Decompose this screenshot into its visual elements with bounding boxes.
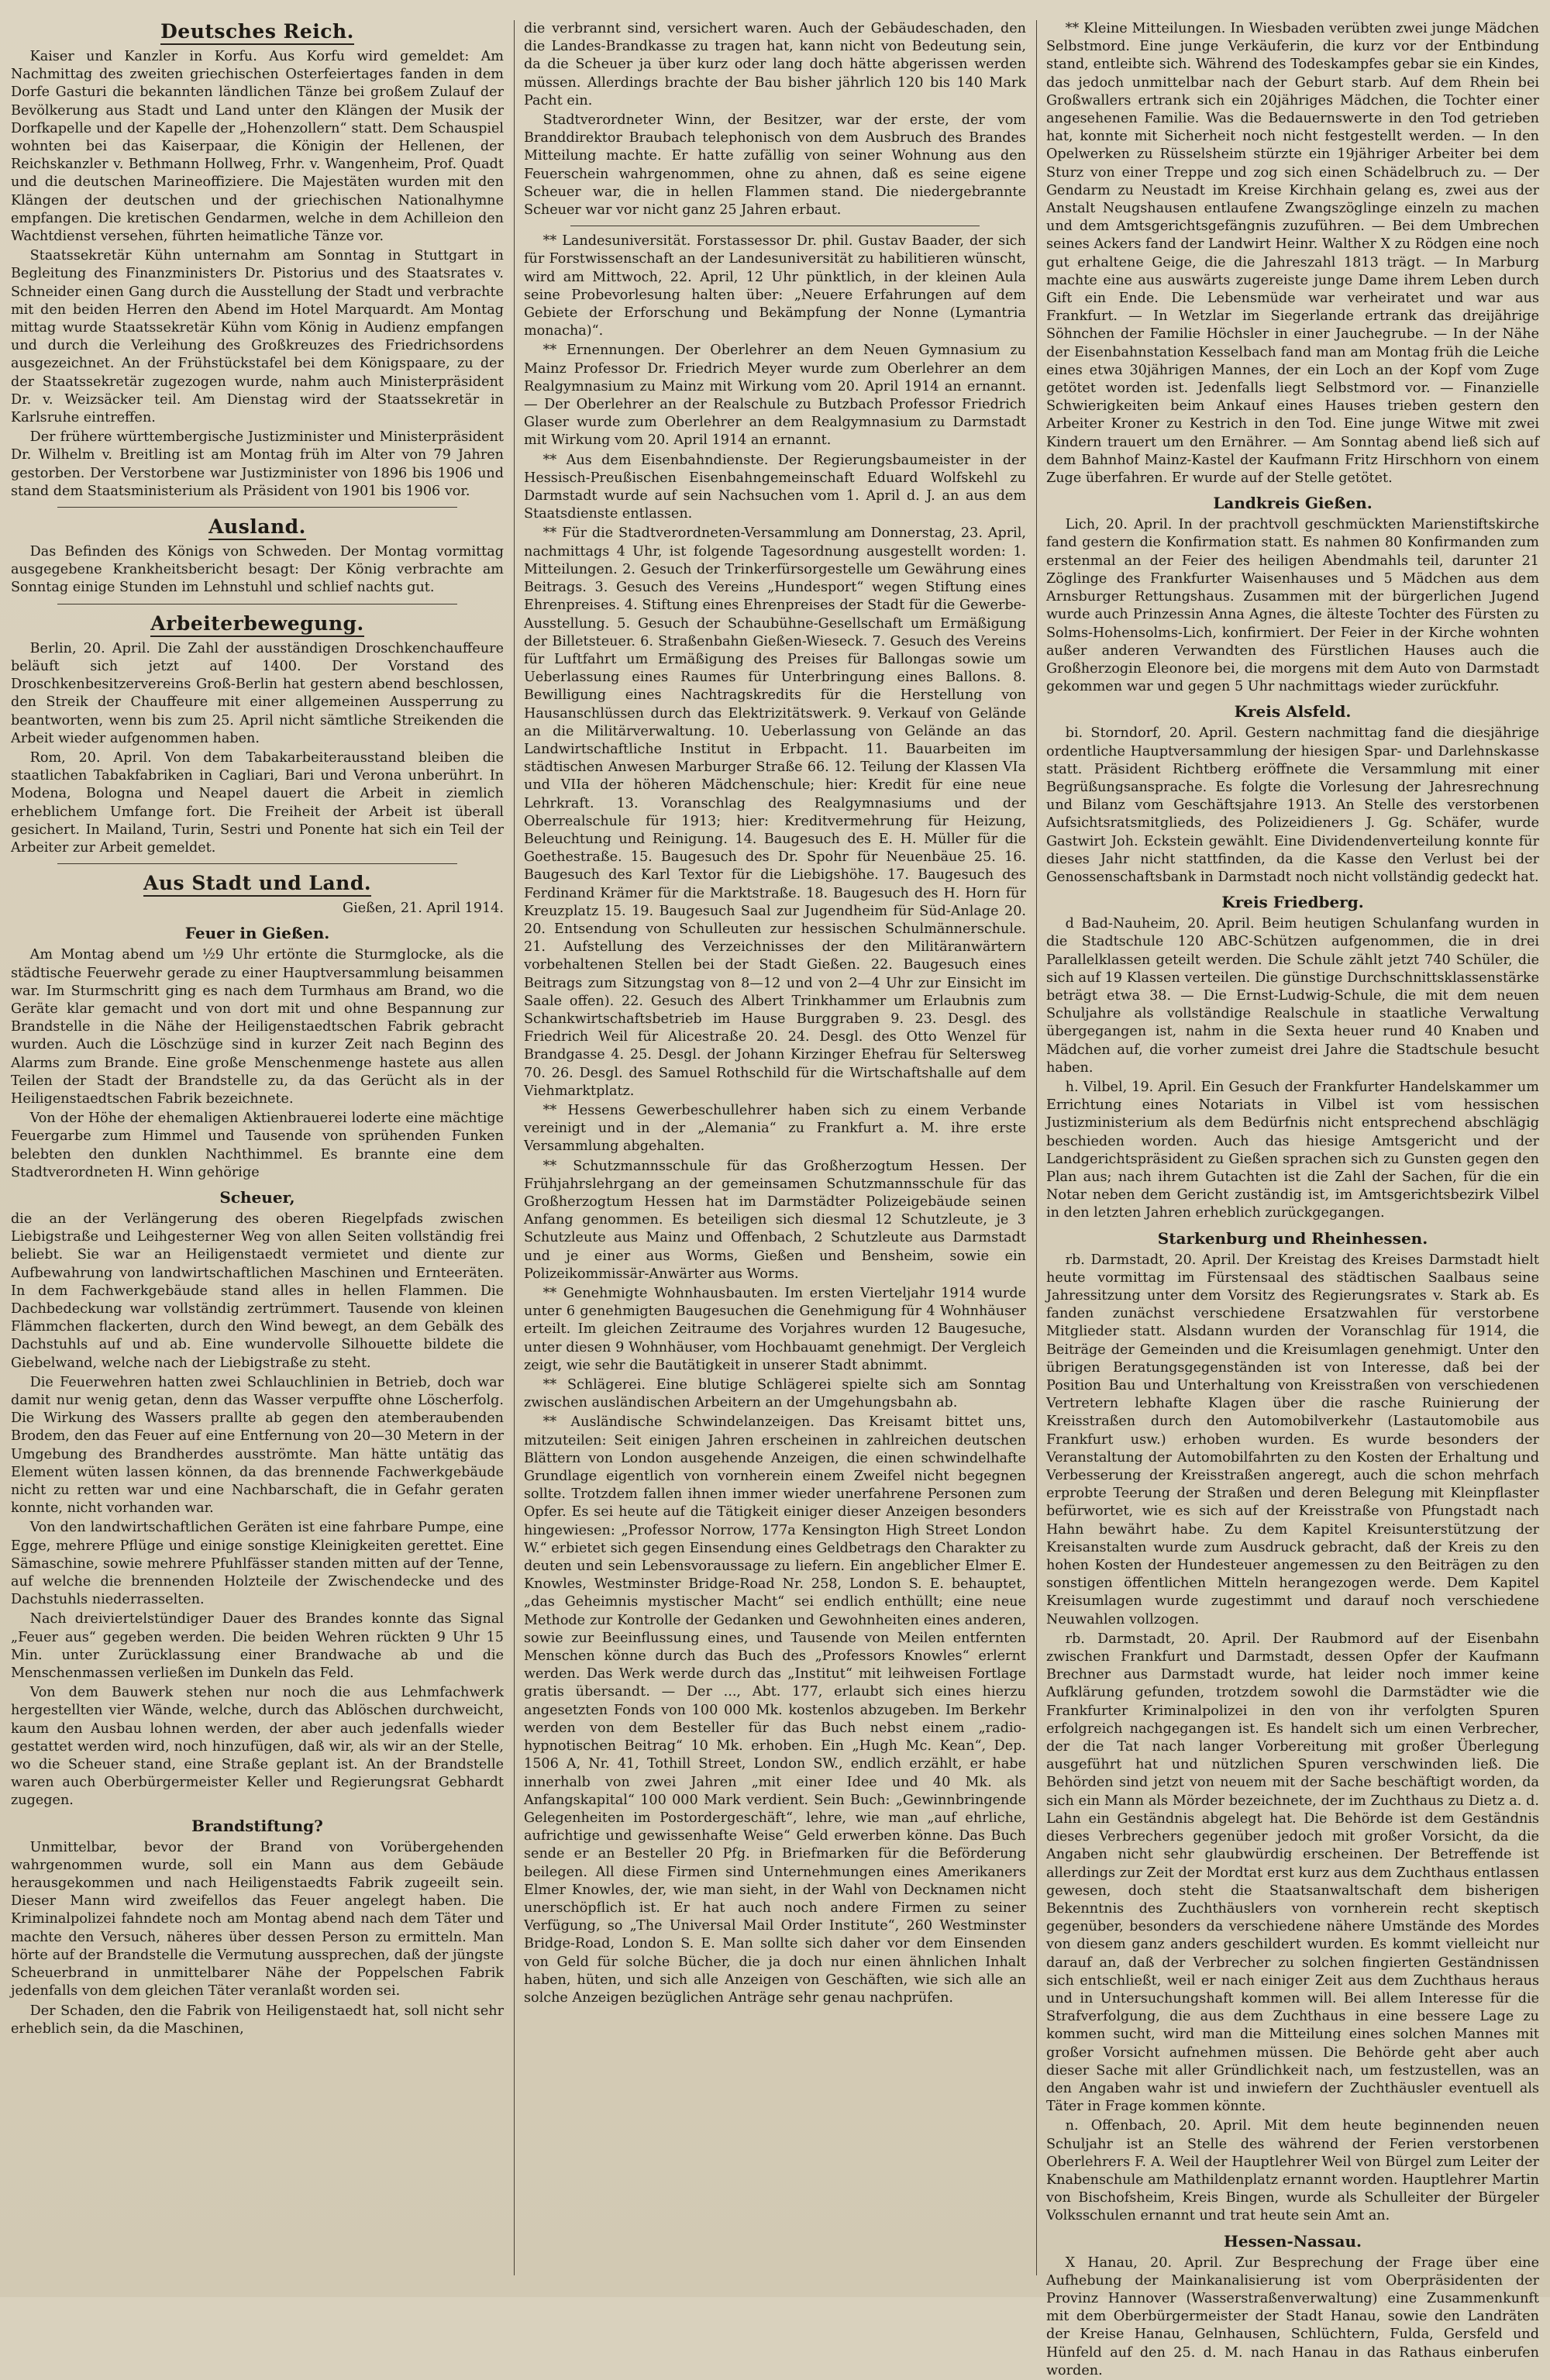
article-paragraph: Von den landwirtschaftlichen Geräten ist eine fahrbare Pumpe, eine Egge, mehrere Pflüge und einige sonstige Kleinigkeiten gerettet. Eine Sämaschine, sowie mehrere Pfuhlfässer standen mitten auf der Tenne, auf welche die brennenden Holzteile der Zwischendecke und des Dachstuhls niederrasselten. <box>11 1520 504 1608</box>
news-item: h. Vilbel, 19. April. Ein Gesuch der Frankfurter Handelskammer um Errichtung eines Notariats in Vilbel ist vom hessischen Justizministerium als dem Bedürfnis nicht entsprechend abschlägig beschieden worden. Auch das hiesige Amtsgericht und der Landgerichtspräsident zu Gießen sprachen sich zu Gunsten gegen den Plan aus; nach ihrem Gutachten ist die Zahl der Sachen, für die ein Notar neben dem Gericht zuständig ist, im Amtsgerichtsbezirk Vilbel in den letzten Jahren erheblich zurückgegangen. <box>1046 1079 1539 1221</box>
section-heading-ausland: Ausland. <box>11 515 504 539</box>
section-heading-hessen-nassau: Hessen-Nassau. <box>1224 2231 1362 2251</box>
article-heading-feuer: Feuer in Gießen. <box>184 924 330 943</box>
news-item: ** Schlägerei. Eine blutige Schlägerei spielte sich am Sonntag zwischen ausländischen Arbeitern an der Umgehungsbahn ab. <box>524 1377 1026 1411</box>
section-heading-kreis-friedberg: Kreis Friedberg. <box>1221 893 1364 912</box>
section-divider <box>57 863 457 864</box>
section-heading-landkreis-giessen: Landkreis Gießen. <box>1213 494 1373 513</box>
column-rule <box>514 20 515 2275</box>
article-paragraph: Stadtverordneter Winn, der Besitzer, war der erste, der vom Branddirektor Braubach telephonisch von dem Ausbruch des Brandes Mitteilung machte. Er hatte zufällig von seiner Wohnung aus den Feuerschein wahrgenommen, ohne zu ahnen, daß es seine eigene Scheuer war, die in hellen Flammen stand. Die niedergebrannte Scheuer war vor nicht ganz 25 Jahren erbaut. <box>524 112 1026 219</box>
dateline: Gießen, 21. April 1914. <box>343 901 504 917</box>
news-item: ** Ausländische Schwindelanzeigen. Das Kreisamt bittet uns, mitzuteilen: Seit einigen Jahren erscheinen in zahlreichen deutschen Blättern von London ausgehende Anzeigen, die einen schwindelhafte Grundlage eigentlich von vornherein einem Zweifel nicht begegnen sollte. Trotzdem fallen ihnen immer wieder unerfahrene Personen zum Opfer. Es sei heute auf die Tätigkeit einiger dieser Anzeigen besonders hingewiesen: „Professor Norrow, 177a Kensington High Street London W.“ erbietet sich gegen Einsendung eines Geldbetrags den Charakter zu deuten und sein Lebensvoraussage zu liefern. Ein angeblicher Elmer E. Knowles, Westminster Bridge-Road Nr. 258, London S. E. behauptet, „das Geheimnis mystischer Macht“ sei endlich enthüllt; eine neue Methode zur Kontrolle der Gedanken und Gewohnheiten eines anderen, sowie zur Beeinflussung eines, und Tausende von Meilen entfernten Menschen könne durch das Buch des „Professors Knowles“ erlernt werden. Das Werk werde durch das „Institut“ mit leihweisen Fortlage gratis übersandt. — Der ..., Abt. 177, erlaubt sich eines hierzu angesetzten Fonds von 100 000 Mk. kostenlos abzugeben. Im Berkehr werden von dem Besteller für das Buch nebst einem „radio-hypnotischen Beitrag“ 10 Mk. erhoben. Ein „Hugh Mc. Kean“, Dep. 1506 A, Nr. 41, Tothill Street, London SW., endlich erzählt, er habe innerhalb von zwei Jahren „mit einer Idee und 40 Mk. als Anfangskapital“ 100 000 Mark verdient. Sein Buch: „Gewinnbringende Gelegenheiten im Postordergeschäft“, lehre, wie man „auf ehrliche, aufrichtige und gewissenhafte Weise“ Geld erwerben könne. Das Buch sende er an Besteller 20 Pfg. in Briefmarken für die Beförderung beilegen. All diese Firmen sind Unternehmungen eines Amerikaners Elmer Knowles, der, wie man sieht, in der Wahl von Decknamen nicht unerschöpflich ist. Er hat auch noch andere Firmen zu seiner Verfügung, so „The Universal Mail Order Institute“, 260 Westminster Bridge-Road, London S. E. Man sollte sich daher vor dem Einsenden von Geld für solche Bücher, die ja doch nur einen ähnlichen Inhalt haben, hüten, und sich alle Anzeigen von Geschäften, wie sich alle an solche Anzeigen bezüglichen Anträge sehr genau nachprüfen. <box>524 1414 1026 2006</box>
news-item: ** Kleine Mitteilungen. In Wiesbaden verübten zwei junge Mädchen Selbstmord. Eine junge Verkäuferin, die kurz vor der Entbindung stand, entleibte sich. Während des Todeskampfes gebar sie ein Kindes, das jedoch unmittelbar nach der Geburt starb. Auf dem Rhein bei Großwallers ertrank sich ein 20jähriges Mädchen, die Tochter einer angesehenen Familie. Was die Bedauernswerte in den Tod getrieben hat, konnte mit Sicherheit noch nicht festgestellt werden. — In den Opelwerken zu Rüsselsheim stürzte ein 19jähriger Arbeiter bei dem Sturz von einer Treppe und zog sich einen Schädelbruch zu. — Der Gendarm zu Neustadt im Kreise Kirchhain gelang es, zwei aus der Anstalt Neugshausen entlaufene Zwangszöglinge einzeln zu machen und dem Amtsgerichtsgefängnis zuzuführen. — Bei dem Umbrechen seines Ackers fand der Landwirt Heinr. Walther X zu Rödgen eine noch gut erhaltene Geige, die die Jahreszahl 1813 trägt. — In Marburg machte eine aus auswärts zugereiste junge Dame ihrem Leben durch Gift ein Ende. Die Lebensmüde war verheiratet und war aus Frankfurt. — In Wetzlar im Siegerlande ertrank das dreijährige Söhnchen der Familie Höchsler in einer Jauchegrube. — In der Nähe der Eisenbahnstation Kesselbach fand man am Montag früh die Leiche eines etwa 30jährigen Mannes, der ein Loch an der Kopf vom Zuge getötet worden ist. Jedenfalls liegt Selbstmord vor. — Finanzielle Schwierigkeiten beim Ankauf eines Hauses trieben gestern den Arbeiter Kroner zu Kestrich in den Tod. Eine junge Witwe mit zwei Kindern trauert um den Ernährer. — Am Sonntag abend ließ sich auf dem Bahnhof Mainz-Kastel der Kaufmann Fritz Hirschhorn von einem Zuge überfahren. Er wurde auf der Stelle getötet. <box>1046 21 1539 487</box>
news-item: ** Genehmigte Wohnhausbauten. Im ersten Vierteljahr 1914 wurde unter 6 genehmigten Baugesuchen die Genehmigung für 4 Wohnhäuser erteilt. Im gleichen Zeitraume des Vorjahres wurden 12 Baugesuche, unter diesen 9 Wohnhäuser, vom Hochbauamt genehmigt. Der Vergleich zeigt, wie sehr die Bautätigkeit in unserer Stadt abnimmt. <box>524 1286 1026 1373</box>
article-paragraph: Am Montag abend um ½9 Uhr ertönte die Sturmglocke, als die städtische Feuerwehr gerade zu einer Hauptversammlung beisammen war. Im Sturmschritt ging es nach dem Turmhaus am Brand, wo die Geräte klar gemacht und von dort mit und ohne Bespannung zur Brandstelle in die Nähe der Heiligenstaedtschen Fabrik gebracht wurden. Auch die Löschzüge sind in kurzer Zeit nach Beginn des Alarms zum Brande. Eine große Menschenmenge hastete aus allen Teilen der Stadt der Brandstelle zu, da das Gerücht als in der Heiligenstaedtschen Fabrik bezeichnete. <box>11 947 504 1107</box>
news-item: ** Für die Stadtverordneten-Versammlung am Donnerstag, 23. April, nachmittags 4 Uhr, ist folgende Tagesordnung ausgestellt worden: 1. Mitteilungen. 2. Gesuch der Trinkerfürsorgestelle um Gewährung eines Beitrags. 3. Gesuch des Vereins „Hundesport“ wegen Stiftung eines Ehrenpreises. 4. Stiftung eines Ehrenpreises der Stadt für die Gewerbe-Ausstellung. 5. Gesuch der Schaubühne-Gesellschaft um Ermäßigung der Billetsteuer. 6. Straßenbahn Gießen-Wieseck. 7. Gesuch des Vereins für Luftfahrt um Ermäßigung des Preises für Ballongas sowie um Ueberlassung eines Raumes für Unterbringung eines Ballons. 8. Bewilligung eines Nachtragskredits für die Herstellung von Hausanschlüssen durch das Elektrizitätswerk. 9. Verkauf von Gelände an die Militärverwaltung. 10. Ueberlassung von Gelände an das Landwirtschaftliche Institut in Erbpacht. 11. Bauarbeiten im städtischen Anwesen Marburger Straße 66. 12. Teilung der Klassen VIa und VIIa der höheren Mädchenschule; hier: Kredit für eine neue Lehrkraft. 13. Voranschlag des Realgymnasiums und der Oberrealschule für 1913; hier: Kreditvermehrung für Heizung, Beleuchtung und Reinigung. 14. Baugesuch des E. H. Müller für die Goethestraße. 15. Baugesuch des Dr. Spohr für Neuenbäue 25. 16. Baugesuch des Karl Textor für die Liebigshöhe. 17. Baugesuch des Ferdinand Krämer für die Marktstraße. 18. Baugesuch des H. Horn für Kreuzplatz 15. 19. Baugesuch Saal zur Jugendheim für Süd-Anlage 20. 20. Entsendung von Schulleuten zur hessischen Schulmännerschule. 21. Aufstellung des Verzeichnisses der den Militäranwärtern vorbehaltenen Stellen bei der Stadt Gießen. 22. Baugesuch eines Beitrags zum Sitzungstag von 8—12 und von 2—4 Uhr zur Einsicht im Saale offen). 22. Gesuch des Albert Trinkhammer um Erlaubnis zum Schankwirtschaftsbetrieb im Hause Burggraben 9. 23. Desgl. des Friedrich Weil für Alicestraße 20. 24. Desgl. des Otto Wenzel für Brandgasse 4. 25. Desgl. der Johann Kirzinger Ehefrau für Seltersweg 70. 26. Desgl. des Samuel Rothschild für die Wirtschaftshalle auf dem Viehmarktplatz. <box>524 525 1026 1099</box>
news-item: X Hanau, 20. April. Zur Besprechung der Frage über eine Aufhebung der Mainkanalisierung ist vom Oberpräsidenten der Provinz Hannover (Wasserstraßenverwaltung) eine Zusammenkunft mit dem Oberbürgermeister der Stadt Hanau, sowie den Landräten der Kreise Hanau, Gelnhausen, Schlüchtern, Fulda, Gersfeld und Hünfeld auf den 25. d. M. nach Hanau in das Rathaus einberufen worden. <box>1046 2254 1539 2378</box>
section-heading-stadt-und-land: Aus Stadt und Land. <box>11 872 504 895</box>
news-item: Lich, 20. April. In der prachtvoll geschmückten Marienstiftskirche fand gestern die Konfirmation statt. Es nahmen 80 Konfirmanden zum erstenmal an der Feier des heiligen Abendmahls teil, darunter 21 Zöglinge des Frankfurter Waisenhauses und 5 Mädchen aus dem Arnsburger Rettungshaus. Zusammen mit der bürgerlichen Jugend wurde auch Prinzessin Anna Agnes, die älteste Tochter des Fürsten zu Solms-Hohensolms-Lich, konfirmiert. Der Feier in der Kirche wohnten außer anderen Verwandten des Fürstlichen Hauses auch die Großherzogin Eleonore bei, die morgens mit dem Auto von Darmstadt gekommen war und gegen 5 Uhr nachmittags wieder zurückfuhr. <box>1046 517 1539 695</box>
article-paragraph: Von der Höhe der ehemaligen Aktienbrauerei loderte eine mächtige Feuergarbe zum Himmel und Tausende von sprühenden Funken belebten den dunklen Nachthimmel. Es brannte eine dem Stadtverordneten H. Winn gehörige <box>11 1111 504 1180</box>
column-middle <box>524 20 1026 2275</box>
section-heading-kreis-alsfeld: Kreis Alsfeld. <box>1234 702 1352 722</box>
news-item: ** Landesuniversität. Forstassessor Dr. phil. Gustav Baader, der sich für Forstwissenschaft an der Landesuniversität zu habilitieren wünscht, wird am Mittwoch, 22. April, 12 Uhr pünktlich, in der kleinen Aula seine Probevorlesung halten über: „Neuere Erfahrungen auf dem Gebiete der Erforschung und Bekämpfung der Nonne (Lymantria monacha)“. <box>524 233 1026 339</box>
article-paragraph: Die Feuerwehren hatten zwei Schlauchlinien in Betrieb, doch war damit nur wenig getan, denn das Wasser verpuffte ohne Löscherfolg. Die Wirkung des Wassers prallte ab gegen den atemberaubenden Brodem, den das Feuer auf eine Entfernung von 20—30 Metern in der Umgebung des Brandherdes ausströmte. Man hätte untätig das Element wüten lassen können, da das brennende Fachwerkgebäude nicht zu retten war und eine Nachbarschaft, die in Gefahr geraten konnte, nicht vorhanden war. <box>11 1374 504 1517</box>
article-paragraph: Kaiser und Kanzler in Korfu. Aus Korfu wird gemeldet: Am Nachmittag des zweiten griechischen Osterfeiertages fanden in dem Dorfe Gasturi die bekannten ländlichen Tänze bei großem Zulauf der Bevölkerung aus Stadt und Land unter den Klängen der Musik der Dorfkapelle und der Kapelle der „Hohenzollern“ statt. Dem Schauspiel wohnten bei das Kaiserpaar, die Königin der Hellenen, der Reichskanzler v. Bethmann Hollweg, Frhr. v. Wangenheim, Prof. Quadt und die deutschen Marineoffiziere. Die Majestäten wurden mit den Klängen der deutschen und der griechischen Nationalhymne empfangen. Die kretischen Gendarmen, welche in dem Achilleion den Wachtdienst versehen, führten heimatliche Tänze vor. <box>11 49 504 245</box>
news-item: ** Aus dem Eisenbahndienste. Der Regierungsbaumeister in der Hessisch-Preußischen Eisenbahngemeinschaft Eduard Wolfskehl zu Darmstadt wurde auf sein Nachsuchen vom 1. April d. J. an aus dem Staatsdienste entlassen. <box>524 452 1026 522</box>
article-paragraph: Staatssekretär Kühn unternahm am Sonntag in Stuttgart in Begleitung des Finanzministers Dr. Pistorius und des Staatsrates v. Schneider einen Gang durch die Ausstellung der Stadt und verbrachte mit den beiden Herren den Abend im Hotel Marquardt. Am Montag mittag wurde Staatssekretär Kühn vom König in Audienz empfangen und durch die Verleihung des Großkreuzes des Friedrichsordens ausgezeichnet. An der Frühstückstafel bei dem Königspaare, zu der der Staatssekretär zugezogen wurde, nahm auch Ministerpräsident Dr. v. Weizsäcker teil. Am Dienstag wird der Staatssekretär in Karlsruhe eintreffen. <box>11 248 504 426</box>
article-paragraph: Das Befinden des Königs von Schweden. Der Montag vormittag ausgegebene Krankheitsbericht besagt: Der König verbrachte am Sonntag einige Stunden im Lehnstuhl und schlief nachts gut. <box>11 544 504 596</box>
article-paragraph: Von dem Bauwerk stehen nur noch die aus Lehmfachwerk hergestellten vier Wände, welche, durch das Ablöschen durchweicht, kaum den Ausbau lohnen werden, der aber auch jedenfalls wieder gestattet werden wird, noch hinzufügen, daß wir, als wir an der Stelle, wo die Scheuer stand, eine Straße geplant ist. An der Brandstelle waren auch Oberbürgermeister Keller und Regierungsrat Gebhardt zugegen. <box>11 1685 504 1809</box>
news-item: bi. Storndorf, 20. April. Gestern nachmittag fand die diesjährige ordentliche Hauptversammlung der hiesigen Spar- und Darlehnskasse statt. Präsident Richtberg eröffnete die Versammlung mit einer Begrüßungsansprache. Es folgte die Vorlesung der Jahresrechnung und Bilanz vom Geschäftsjahre 1913. An Stelle des verstorbenen Aufsichtsratsmitglieds, des Polizeidieners J. Gg. Schäfer, wurde Gastwirt Joh. Eckstein gewählt. Eine Dividendenverteilung konnte für dieses Jahr nicht stattfinden, da die Kasse den Verlust bei der Genossenschaftsbank in Darmstadt noch nicht vollständig gedeckt hat. <box>1046 725 1539 885</box>
news-item: ** Hessens Gewerbeschullehrer haben sich zu einem Verbande vereinigt und in der „Alemania“ zu Frankfurt a. M. ihre erste Versammlung abgehalten. <box>524 1102 1026 1155</box>
article-paragraph: Der frühere württembergische Justizminister und Ministerpräsident Dr. Wilhelm v. Breitling ist am Montag früh im Alter von 79 Jahren gestorben. Der Verstorbene war Justizminister von 1896 bis 1906 und stand dem Staatsministerium als Präsident von 1901 bis 1906 vor. <box>11 429 504 499</box>
section-divider <box>57 507 457 508</box>
article-subheading-scheuer: Scheuer, <box>219 1187 295 1207</box>
news-item: rb. Darmstadt, 20. April. Der Raubmord auf der Eisenbahn zwischen Frankfurt und Darmstadt, dessen Opfer der Kaufmann Brechner aus Darmstadt wurde, hat leider noch immer keine Aufklärung gefunden, trotzdem sowohl die Darmstädter wie die Frankfurter Kriminalpolizei in den von ihr verfolgten Spuren erfolgreich nachgegangen ist. Es handelt sich um einen Verbrecher, der die Tat nach langer Vorbereitung mit großer Überlegung ausgeführt hat und nützlichen Spuren verschwinden ließ. Die Behörden sind jetzt von neuem mit der Sache beschäftigt worden, da sich ein Mann als Mörder bezeichnete, der im Zuchthaus zu Dietz a. d. Lahn ein Geständnis abgelegt hat. Die Behörde ist dem Geständnis dieses Verbrechers gegenüber jedoch mit großer Vorsicht, da die Angaben nicht sehr glaubwürdig erscheinen. Der Betreffende ist allerdings zur Zeit der Mordtat erst kurz aus dem Zuchthaus entlassen gewesen, doch steht die Staatsanwaltschaft dem bisherigen Bekenntnis des Zuchthäuslers von vornherein recht skeptisch gegenüber, besonders da verschiedene nähere Umstände des Mordes von diesem ganz anders geschildert wurden. Es kommt vielleicht nur darauf an, daß der Verbrecher zu solchen fingierten Geständnissen sich entschließt, weil er nach einiger Zeit aus dem Zuchthaus heraus und in Untersuchungshaft kommen will. Bei allem Interesse für die Strafverfolgung, die aus dem Zuchthaus in eine bessere Lage zu kommen sucht, wird man die Mitteilung eines solchen Mannes mit großer Vorsicht aufnehmen müssen. Die Behörde geht aber auch dieser Sache mit aller Gründlichkeit nach, um festzustellen, was an den Angaben wahr ist und inwiefern der Zuchthäusler eventuell als Täter in Frage kommen könnte. <box>1046 1631 1539 2115</box>
article-paragraph: Der Schaden, den die Fabrik von Heiligenstaedt hat, soll nicht sehr erheblich sein, da die Maschinen, <box>11 2003 504 2037</box>
section-heading-arbeiterbewegung: Arbeiterbewegung. <box>11 612 504 635</box>
news-item: n. Offenbach, 20. April. Mit dem heute beginnenden neuen Schuljahr ist an Stelle des während der Ferien verstorbenen Oberlehrers F. A. Weil der Hauptlehrer Weil von Bürgel zum Leiter der Knabenschule am Mathildenplatz ernannt worden. Hauptlehrer Martin von Bischofsheim, Kreis Bingen, wurde als Schulleiter der Bürgeler Volksschulen ernannt und trat heute sein Amt an. <box>1046 2118 1539 2224</box>
news-item: d Bad-Nauheim, 20. April. Beim heutigen Schulanfang wurden in die Stadtschule 120 ABC-Schützen aufgenommen, die in drei Parallelklassen geteilt werden. Die Schule zählt jetzt 740 Schüler, die sich auf 19 Klassen verteilen. Die günstige Durchschnittsklassenstärke beträgt etwa 38. — Die Ernst-Ludwig-Schule, die mit dem neuen Schuljahre als vollständige Realschule in staatliche Verwaltung übergegangen ist, nahm in die Sexta heuer rund 40 Knaben und Mädchen auf, die vorher zumeist drei Jahre die Stadtschule besucht haben. <box>1046 916 1539 1076</box>
article-paragraph: die an der Verlängerung des oberen Riegelpfads zwischen Liebigstraße und Leihgesterner Weg von allen Seiten vollständig frei beliebt. Sie war an Heiligenstaedt vermietet und diente zur Aufbewahrung von landwirtschaftlichen Maschinen und Ernteeräten. In dem Fachwerkgebäude stand alles in hellen Flammen. Die Dachbedeckung war vollständig zertrümmert. Tausende von kleinen Flämmchen flackerten, durch den Wind bewegt, an dem Gebälk des Dachstuhls auf und ab. Eine wundervolle Silhouette bildete die Giebelwand, welche nach der Liebigstraße zu steht. <box>11 1211 504 1371</box>
article-paragraph: die verbrannt sind, versichert waren. Auch der Gebäudeschaden, den die Landes-Brandkasse zu tragen hat, kann nicht von Bedeutung sein, da die Scheuer ja über kurz oder lang doch hätte abgerissen werden müssen. Allerdings brachte der Bau bisher jährlich 120 bis 140 Mark Pacht ein. <box>524 21 1026 108</box>
article-paragraph: Berlin, 20. April. Die Zahl der ausständigen Droschkenchauffeure beläuft sich jetzt auf 1400. Der Vorstand des Droschkenbesitzervereins Groß-Berlin hat gestern abend beschlossen, den Streik der Chauffeure mit einer allgemeinen Aussperrung zu beantworten, wenn bis zum 25. April nicht sämtliche Streikenden die Arbeit wieder aufgenommen haben. <box>11 640 504 746</box>
section-heading-starkenburg: Starkenburg und Rheinhessen. <box>1157 1228 1428 1248</box>
article-paragraph: Unmittelbar, bevor der Brand von Vorübergehenden wahrgenommen wurde, soll ein Mann aus dem Gebäude herausgekommen und nach Heiligenstaedts Fabrik zugeeilt sein. Dieser Mann wird zweifellos das Feuer angelegt haben. Die Kriminalpolizei fahndete noch am Montag abend nach dem Täter und machte den Versuch, näheres über dessen Person zu ermitteln. Man hörte auf der Brandstelle die Vermutung aussprechen, daß der jüngste Scheuerbrand in unmittelbarer Nähe der Poppelschen Fabrik jedenfalls von dem gleichen Täter veranlaßt worden sei. <box>11 1839 504 1999</box>
article-paragraph: Nach dreiviertelstündiger Dauer des Brandes konnte das Signal „Feuer aus“ gegeben werden. Die beiden Wehren rückten 9 Uhr 15 Min. unter Zurücklassung einer Brandwache ab und die Menschenmassen verließen im Dunkeln das Feld. <box>11 1611 504 1682</box>
news-item: ** Schutzmannsschule für das Großherzogtum Hessen. Der Frühjahrslehrgang an der gemeinsamen Schutzmannsschule für das Großherzogtum Hessen hat im Darmstädter Polizeigebäude seinen Anfang genommen. Es beteiligen sich diesmal 12 Schutzleute, je 3 Schutzleute aus Mainz und Offenbach, 2 Schutzleute aus Darmstadt und je einer aus Worms, Gießen und Bensheim, sowie ein Polizeikommissär-Anwärter aus Worms. <box>524 1158 1026 1282</box>
column-right <box>1046 20 1539 2378</box>
news-item: ** Ernennungen. Der Oberlehrer an dem Neuen Gymnasium zu Mainz Professor Dr. Friedrich Meyer wurde zum Oberlehrer an dem Realgymnasium zu Mainz mit Wirkung vom 20. April 1914 an ernannt. — Der Oberlehrer an der Realschule zu Butzbach Professor Friedrich Glaser wurde zum Oberlehrer an dem Realgymnasium zu Darmstadt mit Wirkung vom 20. April 1914 an ernannt. <box>524 343 1026 449</box>
article-subheading-brandstiftung: Brandstiftung? <box>191 1816 323 1835</box>
column-rule <box>1036 20 1037 2275</box>
article-paragraph: Rom, 20. April. Von dem Tabakarbeiterausstand bleiben die staatlichen Tabakfabriken in Cagliari, Bari und Verona unberührt. In Modena, Bologna und Neapel dauert die Arbeit in ziemlich erheblichem Umfange fort. Die Freiheit der Arbeit ist überall gesichert. In Mailand, Turin, Sestri und Ponente hat sich ein Teil der Arbeiter zur Arbeit gemeldet. <box>11 749 504 856</box>
news-item: rb. Darmstadt, 20. April. Der Kreistag des Kreises Darmstadt hielt heute vormittag im Fürstensaal des städtischen Saalbaus seine Jahressitzung unter dem Vorsitz des Regierungsrates v. Stark ab. Es fanden zunächst verschiedene Ersatzwahlen für verstorbene Mitglieder statt. Alsdann wurden der Voranschlag für 1914, die Beiträge der Gemeinden und die Kreisumlagen genehmigt. Unter den übrigen Beratungsgegenständen ist von Interesse, daß bei der Position Bau und Unterhaltung von Kreisstraßen von verschiedenen Vertretern lebhafte Klagen über die rasche Ruinierung der Kreisstraßen durch den Automobilverkehr (Lastautomobile aus Frankfurt usw.) erhoben wurden. Es wurde besonders der Veranstaltung der Automobilfahrten zu den Kosten der Erhaltung und Verbesserung der Kreisstraßen angeregt, auch die schon mehrfach erprobte Teerung der Straßen und deren Belegung mit Kleinpflaster befürwortet, wie es sich auf der Kreisstraße von Pfungstadt nach Hahn bewährt habe. Zu dem Kapitel Kreisunterstützung der Kreisanstalten wurde zum Ausdruck gebracht, daß der Kreis zu den hohen Kosten der Hundesteuer angemessen zu den Beiträgen zu den sonstigen öffentlichen Mitteln herangezogen werde. Dem Kapitel Kreisumlagen wurde zugestimmt und darauf noch verschiedene Neuwahlen vollzogen. <box>1046 1252 1539 1627</box>
column-left <box>11 20 504 2275</box>
section-heading-reich: Deutsches Reich. <box>11 20 504 43</box>
